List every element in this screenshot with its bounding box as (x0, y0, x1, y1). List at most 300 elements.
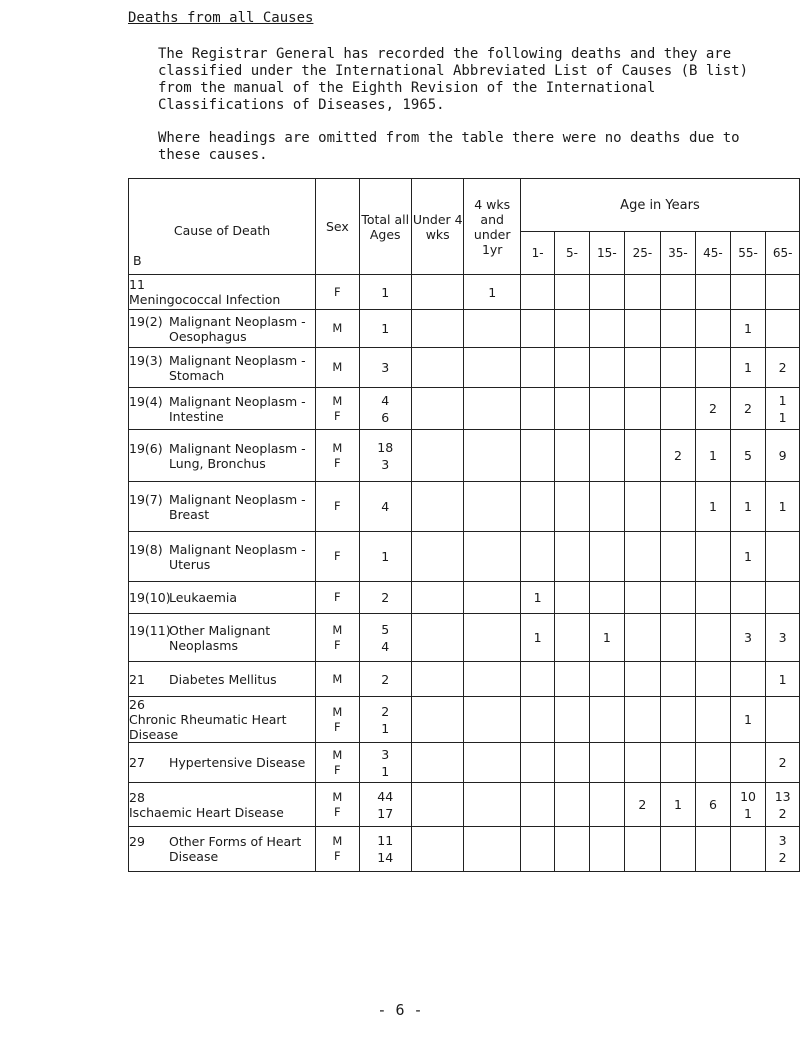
cause-cell (129, 783, 316, 827)
age-band-cell (589, 430, 625, 482)
age-band-cell (589, 783, 625, 827)
cell-line: 1 (708, 448, 717, 463)
age-band-cell (766, 743, 800, 783)
age-band-cell (696, 743, 731, 783)
age-band-cell (766, 532, 800, 582)
cause-line: Diabetes Mellitus (169, 671, 277, 687)
age-band-cell (660, 532, 696, 582)
cause-cell (129, 430, 316, 482)
age-band-cell (555, 482, 589, 532)
age-band-cell (555, 310, 589, 348)
total-cell (359, 532, 411, 582)
4wks-under-1yr-cell (464, 697, 520, 743)
age-band-cell (589, 662, 625, 697)
header-under-4-wks: Under 4 wks (411, 179, 464, 275)
age-band-cell (625, 582, 661, 614)
age-band-cell (730, 743, 766, 783)
cell-line: 6 (708, 797, 717, 812)
age-band-cell (660, 743, 696, 783)
age-band-cell (766, 662, 800, 697)
age-band-cell (625, 482, 661, 532)
sex-cell (316, 348, 359, 388)
cause-code: 19(7) (129, 491, 163, 507)
table-row (129, 783, 800, 827)
under-4-wks-cell (411, 388, 464, 430)
under-4-wks-cell (411, 783, 464, 827)
sex-cell (316, 662, 359, 697)
cause-line: Malignant Neoplasm - (169, 440, 306, 456)
age-band-cell (696, 310, 731, 348)
age-band-cell (696, 783, 731, 827)
cause-name (129, 292, 280, 307)
cause-line: Neoplasms (169, 637, 238, 653)
total-cell (359, 275, 411, 310)
under-4-wks-cell (411, 697, 464, 743)
cell-line: 1 (533, 590, 542, 605)
age-band-cell (555, 697, 589, 743)
4wks-under-1yr-cell (464, 743, 520, 783)
under-4-wks-cell (411, 482, 464, 532)
cause-code: 27 (129, 755, 145, 770)
age-band-cell (696, 614, 731, 662)
age-band-cell (625, 388, 661, 430)
age-band-cell (589, 388, 625, 430)
cell-line: F (334, 284, 341, 299)
under-4-wks-cell (411, 582, 464, 614)
age-band-cell (625, 614, 661, 662)
cause-code: 19(2) (129, 313, 163, 329)
age-band-cell (520, 532, 554, 582)
header-age-band: 15- (589, 232, 625, 275)
cause-line: Ischaemic Heart Disease (129, 804, 284, 820)
total-cell (359, 430, 411, 482)
cause-cell (129, 348, 316, 388)
age-band-cell (766, 275, 800, 310)
age-band-cell (766, 783, 800, 827)
cell-line: F (334, 499, 341, 513)
total-cell (359, 582, 411, 614)
age-band-cell (696, 697, 731, 743)
total-cell (359, 310, 411, 348)
total-cell (359, 783, 411, 827)
cause-code: 26 (129, 697, 145, 712)
header-list-marker: B (133, 253, 142, 268)
age-band-cell (589, 275, 625, 310)
4wks-under-1yr-cell (464, 430, 520, 482)
table-row (129, 348, 800, 388)
cell-line: 5 (381, 621, 390, 637)
age-band-cell (555, 614, 589, 662)
age-band-cell (660, 827, 696, 872)
cell-line: M (332, 834, 343, 848)
age-band-cell (766, 582, 800, 614)
cell-line: M (332, 747, 343, 762)
cause-line: Malignant Neoplasm - (169, 352, 306, 368)
age-band-cell (766, 430, 800, 482)
table-row (129, 388, 800, 430)
age-band-cell (555, 532, 589, 582)
cause-code: 19(11) (129, 622, 171, 638)
sex-cell (316, 310, 359, 348)
cause-name (169, 590, 237, 605)
cell-line: 17 (377, 805, 394, 821)
cell-line: 2 (673, 448, 682, 463)
table-row (129, 662, 800, 697)
table-row (129, 430, 800, 482)
cause-name (129, 712, 286, 742)
under-4-wks-cell (411, 614, 464, 662)
cell-line: 2 (778, 805, 787, 821)
cell-line: 1 (381, 321, 390, 336)
age-band-cell (625, 662, 661, 697)
cell-line: 1 (744, 549, 752, 564)
sex-cell (316, 532, 359, 582)
header-cause: Cause of Death B (129, 179, 316, 275)
age-band-cell (660, 582, 696, 614)
cell-line: 5 (744, 448, 752, 463)
age-band-cell (625, 430, 661, 482)
sex-cell (316, 275, 359, 310)
cell-line: 1 (744, 499, 752, 514)
cell-line: 4 (381, 392, 390, 408)
cause-name (169, 755, 305, 770)
cell-line: M (332, 704, 343, 719)
cause-cell (129, 310, 316, 348)
cause-name (169, 672, 277, 687)
age-band-cell (555, 783, 589, 827)
cell-line: F (334, 408, 341, 423)
age-band-cell (730, 310, 766, 348)
4wks-under-1yr-cell (464, 388, 520, 430)
under-4-wks-cell (411, 275, 464, 310)
cell-line: F (334, 590, 341, 604)
age-band-cell (730, 662, 766, 697)
cell-line: 2 (638, 797, 647, 812)
cause-line: Malignant Neoplasm - (169, 491, 306, 507)
deaths-table (128, 178, 800, 872)
cell-line: 4 (381, 638, 390, 654)
cell-line: M (332, 321, 343, 335)
age-band-cell (660, 697, 696, 743)
age-band-cell (660, 275, 696, 310)
cause-line: Malignant Neoplasm - (169, 313, 306, 329)
age-band-cell (660, 388, 696, 430)
cell-line: 1 (488, 284, 497, 300)
header-age-band: 5- (555, 232, 589, 275)
4wks-under-1yr-cell (464, 614, 520, 662)
cell-line: 11 (377, 833, 394, 848)
4wks-under-1yr-cell (464, 532, 520, 582)
cell-line: F (334, 549, 341, 563)
total-cell (359, 614, 411, 662)
cell-line: 4 (381, 499, 390, 514)
cause-line: Malignant Neoplasm - (169, 393, 306, 409)
age-band-cell (730, 697, 766, 743)
cause-cell (129, 532, 316, 582)
cell-line: 2 (744, 401, 752, 416)
cell-line: 10 (740, 788, 756, 804)
4wks-under-1yr-cell (464, 827, 520, 872)
cell-line: 2 (708, 401, 717, 416)
header-age-band: 55- (730, 232, 766, 275)
age-band-cell (696, 348, 731, 388)
age-band-cell (589, 697, 625, 743)
cell-line: M (332, 671, 343, 686)
total-cell (359, 348, 411, 388)
age-band-cell (660, 310, 696, 348)
cause-code: 19(6) (129, 440, 163, 456)
age-band-cell (766, 310, 800, 348)
page-number: - 6 - (377, 1001, 423, 1019)
age-band-cell (520, 662, 554, 697)
age-band-cell (660, 430, 696, 482)
age-band-cell (766, 827, 800, 872)
cell-line: 1 (778, 499, 787, 514)
age-band-cell (520, 614, 554, 662)
table-row (129, 582, 800, 614)
age-band-cell (696, 388, 731, 430)
age-band-cell (589, 582, 625, 614)
cell-line: 9 (778, 448, 787, 463)
cell-line: 1 (778, 392, 787, 408)
table-row (129, 697, 800, 743)
under-4-wks-cell (411, 662, 464, 697)
cell-line: 1 (381, 720, 390, 736)
age-band-cell (730, 430, 766, 482)
cause-cell (129, 482, 316, 532)
age-band-cell (589, 310, 625, 348)
sex-cell (316, 388, 359, 430)
age-band-cell (696, 662, 731, 697)
age-band-cell (660, 348, 696, 388)
age-band-cell (660, 614, 696, 662)
table-row (129, 743, 800, 783)
age-band-cell (589, 743, 625, 783)
age-band-cell (625, 697, 661, 743)
cell-line: 3 (778, 833, 787, 848)
cause-code: 19(10) (129, 590, 171, 605)
cause-code: 28 (129, 789, 145, 805)
cause-cell (129, 388, 316, 430)
cell-line: M (332, 393, 343, 408)
cause-line: Disease (169, 849, 219, 864)
age-band-cell (660, 482, 696, 532)
age-band-cell (555, 348, 589, 388)
under-4-wks-cell (411, 532, 464, 582)
cell-line: 3 (381, 746, 390, 762)
cell-line: 2 (778, 850, 787, 865)
age-band-cell (589, 827, 625, 872)
4wks-under-1yr-cell (464, 783, 520, 827)
age-band-cell (555, 430, 589, 482)
note-paragraph: Where headings are omitted from the table there were no deaths due to these causes. (158, 130, 740, 163)
cell-line: 18 (377, 439, 394, 455)
cause-cell (129, 662, 316, 697)
cell-line: 2 (778, 755, 787, 770)
age-band-cell (766, 614, 800, 662)
cause-line: Oesophagus (169, 328, 247, 344)
cell-line: F (334, 762, 341, 777)
cause-line: Disease (129, 727, 179, 742)
intro-paragraph: The Registrar General has recorded the following deaths and they are classified under the International Abbreviated List of Causes (B list) from the manual of the Eighth Revision of the International Classifications of Diseases, 1965. (158, 46, 749, 113)
cell-line: 3 (778, 630, 787, 645)
age-band-cell (520, 310, 554, 348)
4wks-under-1yr-cell (464, 348, 520, 388)
age-band-cell (625, 783, 661, 827)
age-band-cell (589, 614, 625, 662)
age-band-cell (730, 388, 766, 430)
header-age-band: 25- (625, 232, 661, 275)
cell-line: 1 (673, 797, 682, 812)
age-band-cell (555, 582, 589, 614)
cause-code: 19(3) (129, 352, 163, 368)
age-band-cell (766, 348, 800, 388)
cause-code: 21 (129, 671, 145, 687)
age-band-cell (625, 743, 661, 783)
cause-cell (129, 582, 316, 614)
sex-cell (316, 697, 359, 743)
age-band-cell (696, 430, 731, 482)
total-cell (359, 827, 411, 872)
sex-cell (316, 743, 359, 783)
cause-cell (129, 275, 316, 310)
cause-line: Breast (169, 506, 210, 522)
cause-name (169, 834, 301, 864)
age-band-cell (625, 827, 661, 872)
cause-name (169, 542, 306, 572)
age-band-cell (555, 275, 589, 310)
age-band-cell (520, 430, 554, 482)
age-band-cell (730, 827, 766, 872)
age-band-cell (730, 614, 766, 662)
header-sex: Sex (316, 179, 359, 275)
cause-line: Stomach (169, 367, 225, 383)
age-band-cell (520, 582, 554, 614)
cause-code: 19(8) (129, 541, 163, 557)
cause-code: 19(4) (129, 393, 163, 409)
cause-code: 29 (129, 834, 145, 849)
cell-line: F (334, 637, 341, 652)
age-band-cell (520, 743, 554, 783)
4wks-under-1yr-cell (464, 275, 520, 310)
cause-line: Malignant Neoplasm - (169, 541, 306, 557)
cell-line: M (332, 789, 343, 804)
age-band-cell (555, 743, 589, 783)
cell-line: 1 (381, 549, 390, 564)
table-row (129, 482, 800, 532)
age-band-cell (660, 662, 696, 697)
cell-line: 1 (744, 321, 752, 336)
age-band-cell (589, 532, 625, 582)
header-4wks-under-1yr: 4 wks and under 1yr (464, 179, 520, 275)
cause-name (169, 623, 270, 653)
table-row (129, 275, 800, 310)
header-age-band: 65- (766, 232, 800, 275)
age-band-cell (730, 275, 766, 310)
age-band-cell (730, 582, 766, 614)
age-band-cell (696, 532, 731, 582)
header-total: Total all Ages (359, 179, 411, 275)
age-band-cell (589, 482, 625, 532)
cause-line: Meningococcal Infection (129, 292, 281, 307)
cell-line: 2 (381, 703, 390, 719)
age-band-cell (520, 697, 554, 743)
cause-cell (129, 697, 316, 743)
age-band-cell (625, 348, 661, 388)
cell-line: 1 (381, 284, 390, 300)
age-band-cell (696, 275, 731, 310)
under-4-wks-cell (411, 348, 464, 388)
cause-name (129, 805, 284, 820)
cause-line: Leukaemia (169, 590, 238, 605)
cause-name (169, 394, 306, 424)
cell-line: F (334, 804, 341, 819)
table-row (129, 532, 800, 582)
under-4-wks-cell (411, 827, 464, 872)
total-cell (359, 697, 411, 743)
cell-line: 1 (744, 805, 752, 821)
cause-name (169, 353, 306, 383)
cell-line: F (334, 455, 341, 470)
age-band-cell (555, 827, 589, 872)
cell-line: F (334, 719, 341, 734)
cell-line: 1 (533, 630, 542, 645)
cell-line: 1 (744, 712, 752, 727)
cause-line: Chronic Rheumatic Heart (129, 712, 287, 727)
cause-line: Intestine (169, 408, 224, 424)
cell-line: 3 (381, 360, 390, 375)
cause-line: Hypertensive Disease (169, 755, 306, 770)
cause-code: 11 (129, 277, 145, 292)
cause-line: Other Malignant (169, 622, 271, 638)
cell-line: 1 (778, 671, 787, 687)
cause-line: Other Forms of Heart (169, 834, 302, 849)
age-band-cell (730, 482, 766, 532)
cell-line: 6 (381, 409, 390, 425)
age-band-cell (766, 482, 800, 532)
under-4-wks-cell (411, 430, 464, 482)
cell-line: M (332, 622, 343, 637)
header-age-in-years: Age in Years (520, 179, 799, 232)
age-band-cell (730, 348, 766, 388)
cause-cell (129, 827, 316, 872)
age-band-cell (625, 275, 661, 310)
age-band-cell (520, 275, 554, 310)
cell-line: F (334, 849, 341, 863)
age-band-cell (555, 662, 589, 697)
total-cell (359, 482, 411, 532)
total-cell (359, 743, 411, 783)
age-band-cell (660, 783, 696, 827)
cell-line: 3 (744, 630, 752, 645)
header-age-band: 35- (660, 232, 696, 275)
age-band-cell (696, 582, 731, 614)
total-cell (359, 662, 411, 697)
cell-line: 1 (778, 409, 787, 425)
under-4-wks-cell (411, 743, 464, 783)
sex-cell (316, 614, 359, 662)
age-band-cell (766, 697, 800, 743)
cause-name (169, 314, 306, 344)
under-4-wks-cell (411, 310, 464, 348)
page-heading: Deaths from all Causes (128, 10, 314, 26)
cause-line: Lung, Bronchus (169, 455, 266, 471)
age-band-cell (696, 827, 731, 872)
table-row (129, 310, 800, 348)
age-band-cell (625, 532, 661, 582)
4wks-under-1yr-cell (464, 662, 520, 697)
cause-cell (129, 614, 316, 662)
